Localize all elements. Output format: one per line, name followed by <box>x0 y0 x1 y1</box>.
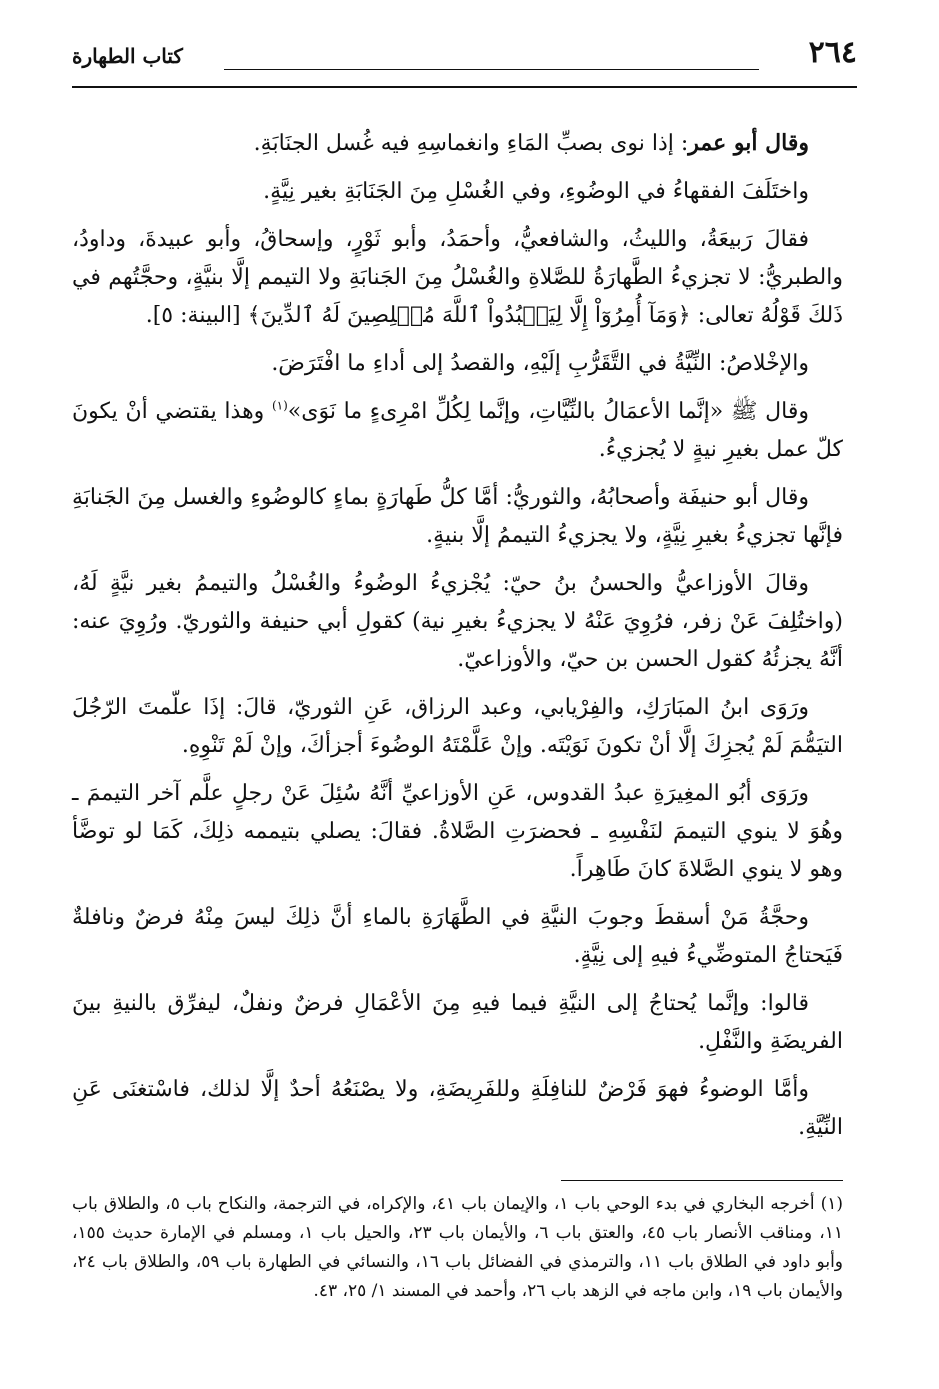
paragraph <box>72 393 843 469</box>
paragraph: واختَلَفَ الفقهاءُ في الوضُوءِ، وفي الغُسْلِ مِنَ الجَنَابَةِ بغير نِيَّةٍ. <box>263 179 809 204</box>
footnotes <box>72 1190 843 1306</box>
paragraph <box>72 124 843 163</box>
paragraph: وقال أبو حنيفَة وأصحابُهُ، والثوريُّ: أمَّا كلُّ طَهارَةٍ بماءٍ كالوضُوءِ والغسل مِنَ الجَنابَةِ فإنَّها تجزيءُ بغيرِ نِيَّةٍ، ولا يجزيءُ التيممُ إلَّا بنيةٍ. <box>72 485 843 548</box>
footnote-separator <box>561 1180 843 1181</box>
paragraph: وأمَّا الوضوءُ فهوَ فَرْضٌ للنافِلَةِ وللفَرِيضَةِ، ولا يصْنَعُهُ أحدٌ إلَّا لذلك، فاسْتغنَى عَنِ النِّيَّةِ. <box>72 1077 843 1140</box>
paragraph-text: وقال ﷺ «إنَّما الأعمَالُ بالنِّيَّاتِ، وإنَّما لِكُلِّ امْرِىءٍ ما نَوَى» <box>287 399 809 424</box>
paragraph-text-continued: وهذا يقتضي أنْ يكونَ كلّ عمل بغيرِ نيةٍ لا يُجزيءُ. <box>72 399 843 462</box>
paragraph-text: : إذا نوى بصبِّ المَاءِ وانغماسِهِ فيه غُسل الجنَابَةِ. <box>253 131 689 156</box>
paragraph: ورَوَى ابنُ المبَارَكِ، والفِرْيابي، وعبد الرزاق، عَنِ الثوريّ، قالَ: إذَا علّمتَ الرّجُلَ التيَمُّمَ لَمْ يُجزِكَ إلَّا أنْ تكونَ نَوَيْتَه. وإنْ عَلَّمْتَهُ الوضُوءَ أجزأكَ، وإنْ لَمْ تَنْوِهِ. <box>72 695 843 758</box>
paragraph: والإخْلاصُ: النِّيَّةُ في التَّقَرُّبِ إلَيْهِ، والقصدُ إلى أداءِ ما افْتَرَضَ. <box>271 351 809 376</box>
header-leader-line <box>224 69 759 70</box>
paragraph: ورَوَى أبُو المغِيرَةِ عبدُ القدوس، عَنِ الأوزاعيِّ أنَّهُ سُئِلَ عَنْ رجلٍ علَّم آخر التيممَ ـ وهُوَ لا ينوي التيممَ لنَفْسِهِ ـ فحضرَتِ الصَّلاةُ. فقالَ: يصلي بتيممه ذلِكَ، كَمَا لو توضَّأ وهو لا ينوي الصَّلاةَ كانَ طَاهِراً. <box>72 781 843 882</box>
running-title: كتاب الطهارة <box>72 44 183 68</box>
paragraph: وحجَّةُ مَنْ أسقطَ وجوبَ النيَّةِ في الطَّهَارَةِ بالماءِ أنَّ ذلِكَ ليسَ مِنْهُ فرضٌ ونافلةٌ فَيَحتاجُ المتوضِّيءُ فيهِ إلى نِيَّةٍ. <box>72 905 843 968</box>
footnote-marker: (١) <box>271 398 288 413</box>
footnote: (١) أخرجه البخاري في بدء الوحي باب ١، والإيمان باب ٤١، والإكراه، في الترجمة، والنكاح باب ٥، والطلاق باب ١١، ومناقب الأنصار باب ٤٥، والعتق باب ٦، والأيمان باب ٢٣، والحيل باب ١، ومسلم في الإمارة حديث ١٥٥، وأبو داود في الطلاق باب ١١، والترمذي في الفضائل باب ١٦، والنسائي في الطهارة باب ٥٩، والطلاق باب ٢٤، والأيمان باب ١٩، وابن ماجه في الزهد باب ٢٦، وأحمد في المسند ١/ ٢٥، ٤٣. <box>72 1194 843 1301</box>
page-number: ٢٦٤ <box>808 35 857 70</box>
paragraph: قالوا: وإنَّما يُحتاجُ إلى النيَّةِ فيما فيهِ مِنَ الأعْمَالِ فرضٌ ونفلٌ، ليفرِّق بالنيةِ بينَ الفريضَةِ والنَّفْلِ. <box>72 991 843 1054</box>
page-header <box>72 34 857 84</box>
main-text <box>72 124 843 1157</box>
header-rule <box>72 86 857 88</box>
paragraph: وقالَ الأوزاعيُّ والحسنُ بنُ حيّ: يُجْزيءُ الوضُوءُ والغُسْلُ والتيممُ بغير نيَّةٍ لَهُ، (واختُلِفَ عَنْ زفر، فرُوِيَ عَنْهُ لا يجزيءُ بغيرِ نية) كقولِ أبي حنيفة والثوريّ. ورُوِيَ عنه: أنَّهُ يجزئُهُ كقول الحسن بن حيّ، والأوزاعيّ. <box>72 571 843 672</box>
paragraph-lead: وقال أبو عمر <box>688 130 809 156</box>
paragraph: فقالَ رَبيعَةُ، والليثُ، والشافعيُّ، وأحمَدُ، وأبو ثَوْرٍ، وإسحاقُ، وأبو عبيدةَ، وداودُ، والطبريُّ: لا تجزيءُ الطَّهارَةُ للصَّلاةِ والغُسْلُ مِنَ الجَنابَةِ ولا التيمم إلَّا بنيَّةٍ، وحجَّتُهم في ذَلكَ قَوْلُهُ تعالى: ﴿وَمَآ أُمِرُوٓاْ إِلَّا لِيَعۡبُدُواْ ٱللَّهَ مُخۡلِصِينَ لَهُ ٱلدِّينَ﴾ [البينة: ٥]. <box>72 227 843 328</box>
